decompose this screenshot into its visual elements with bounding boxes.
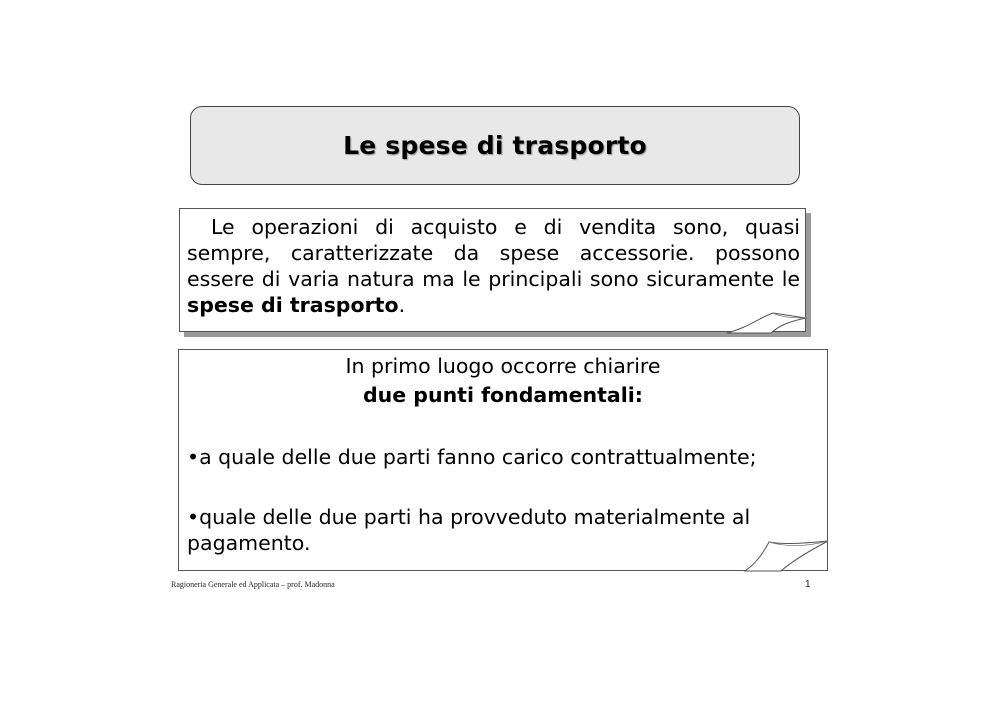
- slide-title: Le spese di trasporto: [343, 131, 647, 160]
- intro-box-panel: [179, 208, 806, 332]
- intro-box: [179, 208, 806, 332]
- footer-course-label: Ragioneria Generale ed Applicata – prof. Madonna: [171, 580, 335, 589]
- page-curl-icon: [727, 312, 809, 334]
- key-points-box: [178, 349, 828, 571]
- key-points-intro: In primo luogo occorre chiarire: [345, 354, 661, 378]
- bullet-item-2: •quale delle due parti ha provveduto materialmente al pagamento.: [187, 505, 751, 555]
- intro-tail: .: [398, 293, 406, 317]
- intro-emphasis: spese di trasporto: [187, 293, 399, 317]
- intro-text: Le operazioni di acquisto e di vendita sono, quasi sempre, caratterizzate da spese accessorie. possono essere di varia natura ma le principali sono sicuramente le: [187, 215, 800, 291]
- bullet-item-1: •a quale delle due parti fanno carico contrattualmente;: [187, 445, 757, 469]
- page-curl-icon: [745, 540, 829, 572]
- intro-paragraph: [187, 214, 800, 318]
- key-points-heading: due punti fondamentali:: [363, 383, 643, 407]
- page-number: 1: [805, 579, 811, 590]
- slide-title-box: [190, 106, 800, 185]
